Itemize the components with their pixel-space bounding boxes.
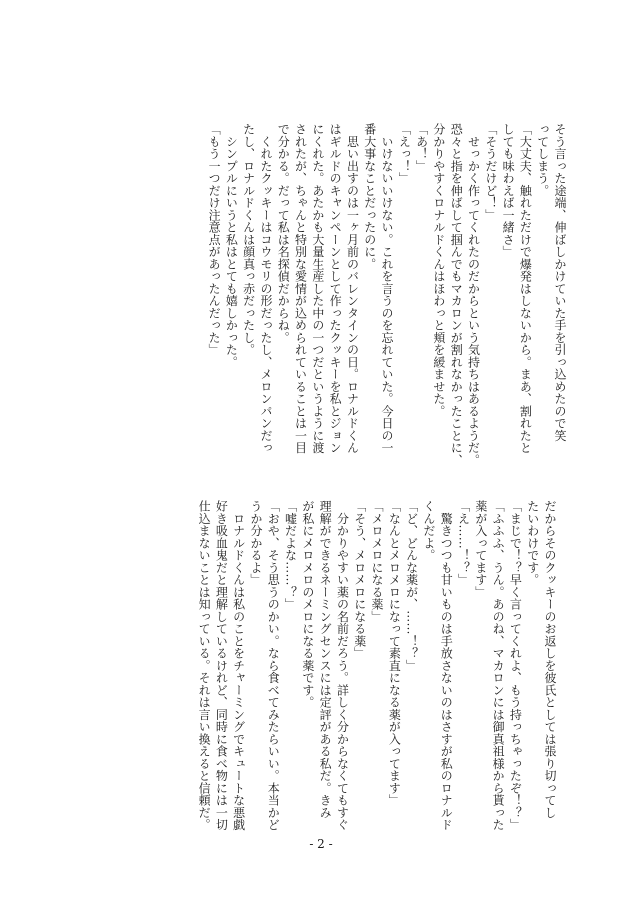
text-line: 驚きつつも甘いものは手放さないのはさすが私のロナルド xyxy=(439,500,454,831)
text-line: しても味わえば一緒さ」 xyxy=(501,123,516,258)
text-line: 理解ができるネーミングセンスには定評がある私だ。きみ xyxy=(318,500,333,819)
text-line: 「そうだけど！」 xyxy=(483,123,498,221)
text-line: 思い出すのは一ヶ月前のバレンタインの日。ロナルドくん xyxy=(345,123,360,454)
upper-text-block xyxy=(206,123,568,493)
text-line: いけないいけない。これを言うのを忘れていた。今日の一 xyxy=(380,123,395,454)
page-number: - 2 - xyxy=(309,837,333,851)
text-line: 好き吸血鬼だと理解しているけれど、同時に食べ物には一切 xyxy=(214,500,229,831)
text-line: 分かりやすい薬の名前だろう。詳しく分からなくてもすぐ xyxy=(335,500,350,831)
text-line: ロナルドくんは私のことをチャーミングでキュートな悪戯 xyxy=(231,500,246,831)
text-line: くれたクッキーはコウモリの形だったし、メロンパンだっ xyxy=(258,123,273,454)
text-line: 仕込まないことは知っている。それは言い換えると信頼だ。 xyxy=(197,500,212,831)
text-line: ってしまう。 xyxy=(535,123,550,197)
text-line: 薬が入ってます」 xyxy=(473,500,488,598)
text-line: 「あ！」 xyxy=(414,123,429,172)
text-line: くんだよ。 xyxy=(421,500,436,562)
text-line: 「大丈夫、触れただけで爆発はしないから。まあ、割れたと xyxy=(518,123,533,454)
text-line: 分かりやすくロナルドくんはほわっと頬を緩ませた。 xyxy=(431,123,446,417)
text-line: 「おや、そう思うのかい。なら食べてみたらいい。本当かど xyxy=(266,500,281,831)
text-line: されたが、ちゃんと特別な愛情が込められていることは一目 xyxy=(293,123,308,454)
lower-text-block xyxy=(196,500,558,870)
text-line: せっかく作ってくれたのだからという気持ちはあるようだ。 xyxy=(466,123,481,466)
text-line: で分かる。だって私は名探偵だからね。 xyxy=(276,123,291,344)
text-line: 「ふふふ、うん。あのね、マカロンには御真祖様から貰った xyxy=(491,500,506,831)
text-line: 「えっ！」 xyxy=(397,123,412,185)
text-line: 「もう一つだけ注意点があったんだった」 xyxy=(207,123,222,356)
text-line: 「そう、メロメロになる薬」 xyxy=(352,500,367,660)
text-line: 恐々と指を伸ばして掴んでもマカロンが割れなかったことに、 xyxy=(449,123,464,466)
text-line: 番大事なことだったのに。 xyxy=(362,123,377,270)
text-line: 「メロメロになる薬」 xyxy=(370,500,385,623)
text-line: はギルドのキャンペーンとして作ったクッキーを私とジョン xyxy=(328,123,343,454)
text-line: だからそのクッキーのお返しを彼氏としては張り切ってし xyxy=(543,500,557,819)
text-line: たいわけです。 xyxy=(525,500,540,586)
text-line: 「嘘だよな……？」 xyxy=(283,500,298,611)
text-line: そう言った途端、伸ばしかけていた手を引っ込めたので笑 xyxy=(553,123,567,442)
text-line: 「まじで！？早く言ってくれよ、もう持っちゃったぞ！？」 xyxy=(508,500,523,831)
text-line: たし、ロナルドくんは顔真っ赤だったし。 xyxy=(241,123,256,356)
text-line: 「え……！？」 xyxy=(456,500,471,586)
text-line: うか分かるよ」 xyxy=(248,500,263,586)
text-line: 「ど、どんな薬が、……！？」 xyxy=(404,500,419,672)
text-line: が私にメロメロのメロになる薬です。 xyxy=(300,500,315,709)
text-line: シンプルにいうと私はとても嬉しかった。 xyxy=(224,123,239,368)
text-line: にくれた。あたかも大量生産した中の一つだというように渡 xyxy=(310,123,325,454)
text-line: 「なんとメロメロになって素直になる薬が入ってます」 xyxy=(387,500,402,807)
